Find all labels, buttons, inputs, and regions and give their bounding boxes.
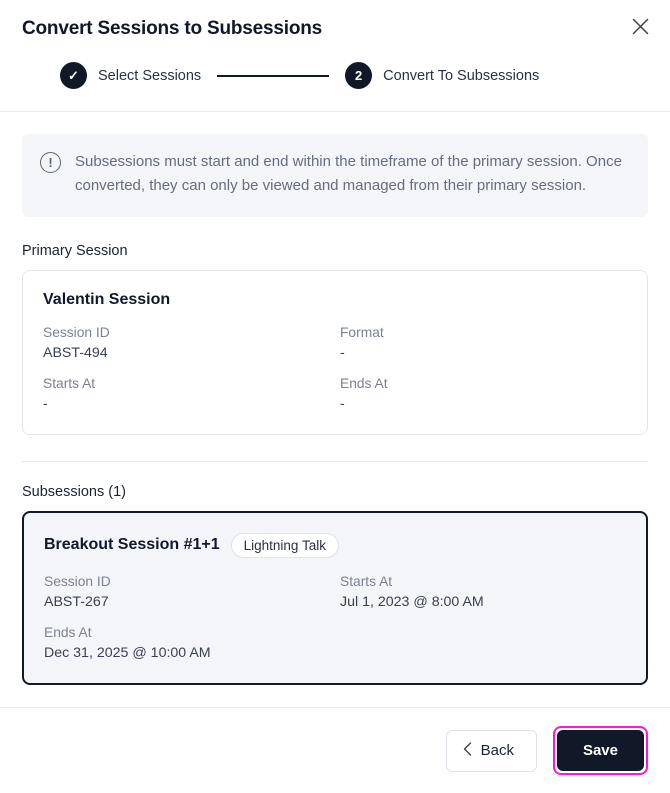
step-1-marker: ✓ [60,62,87,89]
field-value: - [340,395,345,412]
step-2-label: Convert To Subsessions [383,67,540,84]
info-notice [22,134,648,217]
exclamation-icon [40,152,61,199]
field-label: Session ID [43,324,110,340]
field-value: Dec 31, 2025 @ 10:00 AM [44,644,211,661]
field-value: Jul 1, 2023 @ 8:00 AM [340,593,484,610]
step-2-marker: 2 [345,62,372,89]
field-label: Ends At [44,624,92,640]
step-select-sessions[interactable] [60,62,201,89]
step-convert-to-subsessions[interactable] [345,62,539,89]
save-button[interactable]: Save [557,730,644,771]
section-divider [22,461,648,462]
stepper-connector [217,75,329,77]
primary-session-fields [43,325,627,412]
subsession-card[interactable] [22,511,648,685]
save-button-highlight [553,726,648,775]
field-value: ABST-267 [44,593,109,610]
page-title: Convert Sessions to Subsessions [22,18,322,39]
subsession-card-heading [44,533,626,558]
modal-footer [0,707,670,793]
field-value: ABST-494 [43,344,108,361]
field-format [340,325,627,361]
subsession-fields [44,574,626,661]
status-badge: Lightning Talk [231,533,339,558]
step-1-label: Select Sessions [98,67,202,84]
exclamation-icon-glyph: ! [40,152,61,173]
primary-session-heading: Primary Session [22,242,128,259]
primary-session-card [22,270,648,435]
field-starts-at [43,376,330,412]
field-session-id [44,574,330,610]
field-ends-at [44,625,330,661]
subsessions-heading: Subsessions (1) [22,483,126,500]
subsession-name: Breakout Session #1+1 [44,536,220,554]
field-value: - [43,395,48,412]
field-label: Format [340,324,384,340]
close-icon[interactable] [626,12,654,40]
field-label: Session ID [44,573,111,589]
info-notice-text: Subsessions must start and end within the timeframe of the primary session. Once converted, they can only be viewed and managed from their primary session. [75,153,622,195]
primary-session-name: Valentin Session [43,290,171,308]
field-ends-at [340,376,627,412]
field-value: - [340,344,345,361]
field-label: Ends At [340,375,388,391]
modal-body [0,112,670,707]
field-session-id [43,325,330,361]
field-starts-at [340,574,626,610]
field-label: Starts At [43,375,96,391]
stepper [0,40,670,112]
back-button[interactable] [446,730,537,772]
back-button-label: Back [480,742,514,759]
chevron-left-icon [463,742,472,760]
primary-session-card-heading [43,291,627,309]
field-label: Starts At [340,573,393,589]
modal-header [0,0,670,40]
